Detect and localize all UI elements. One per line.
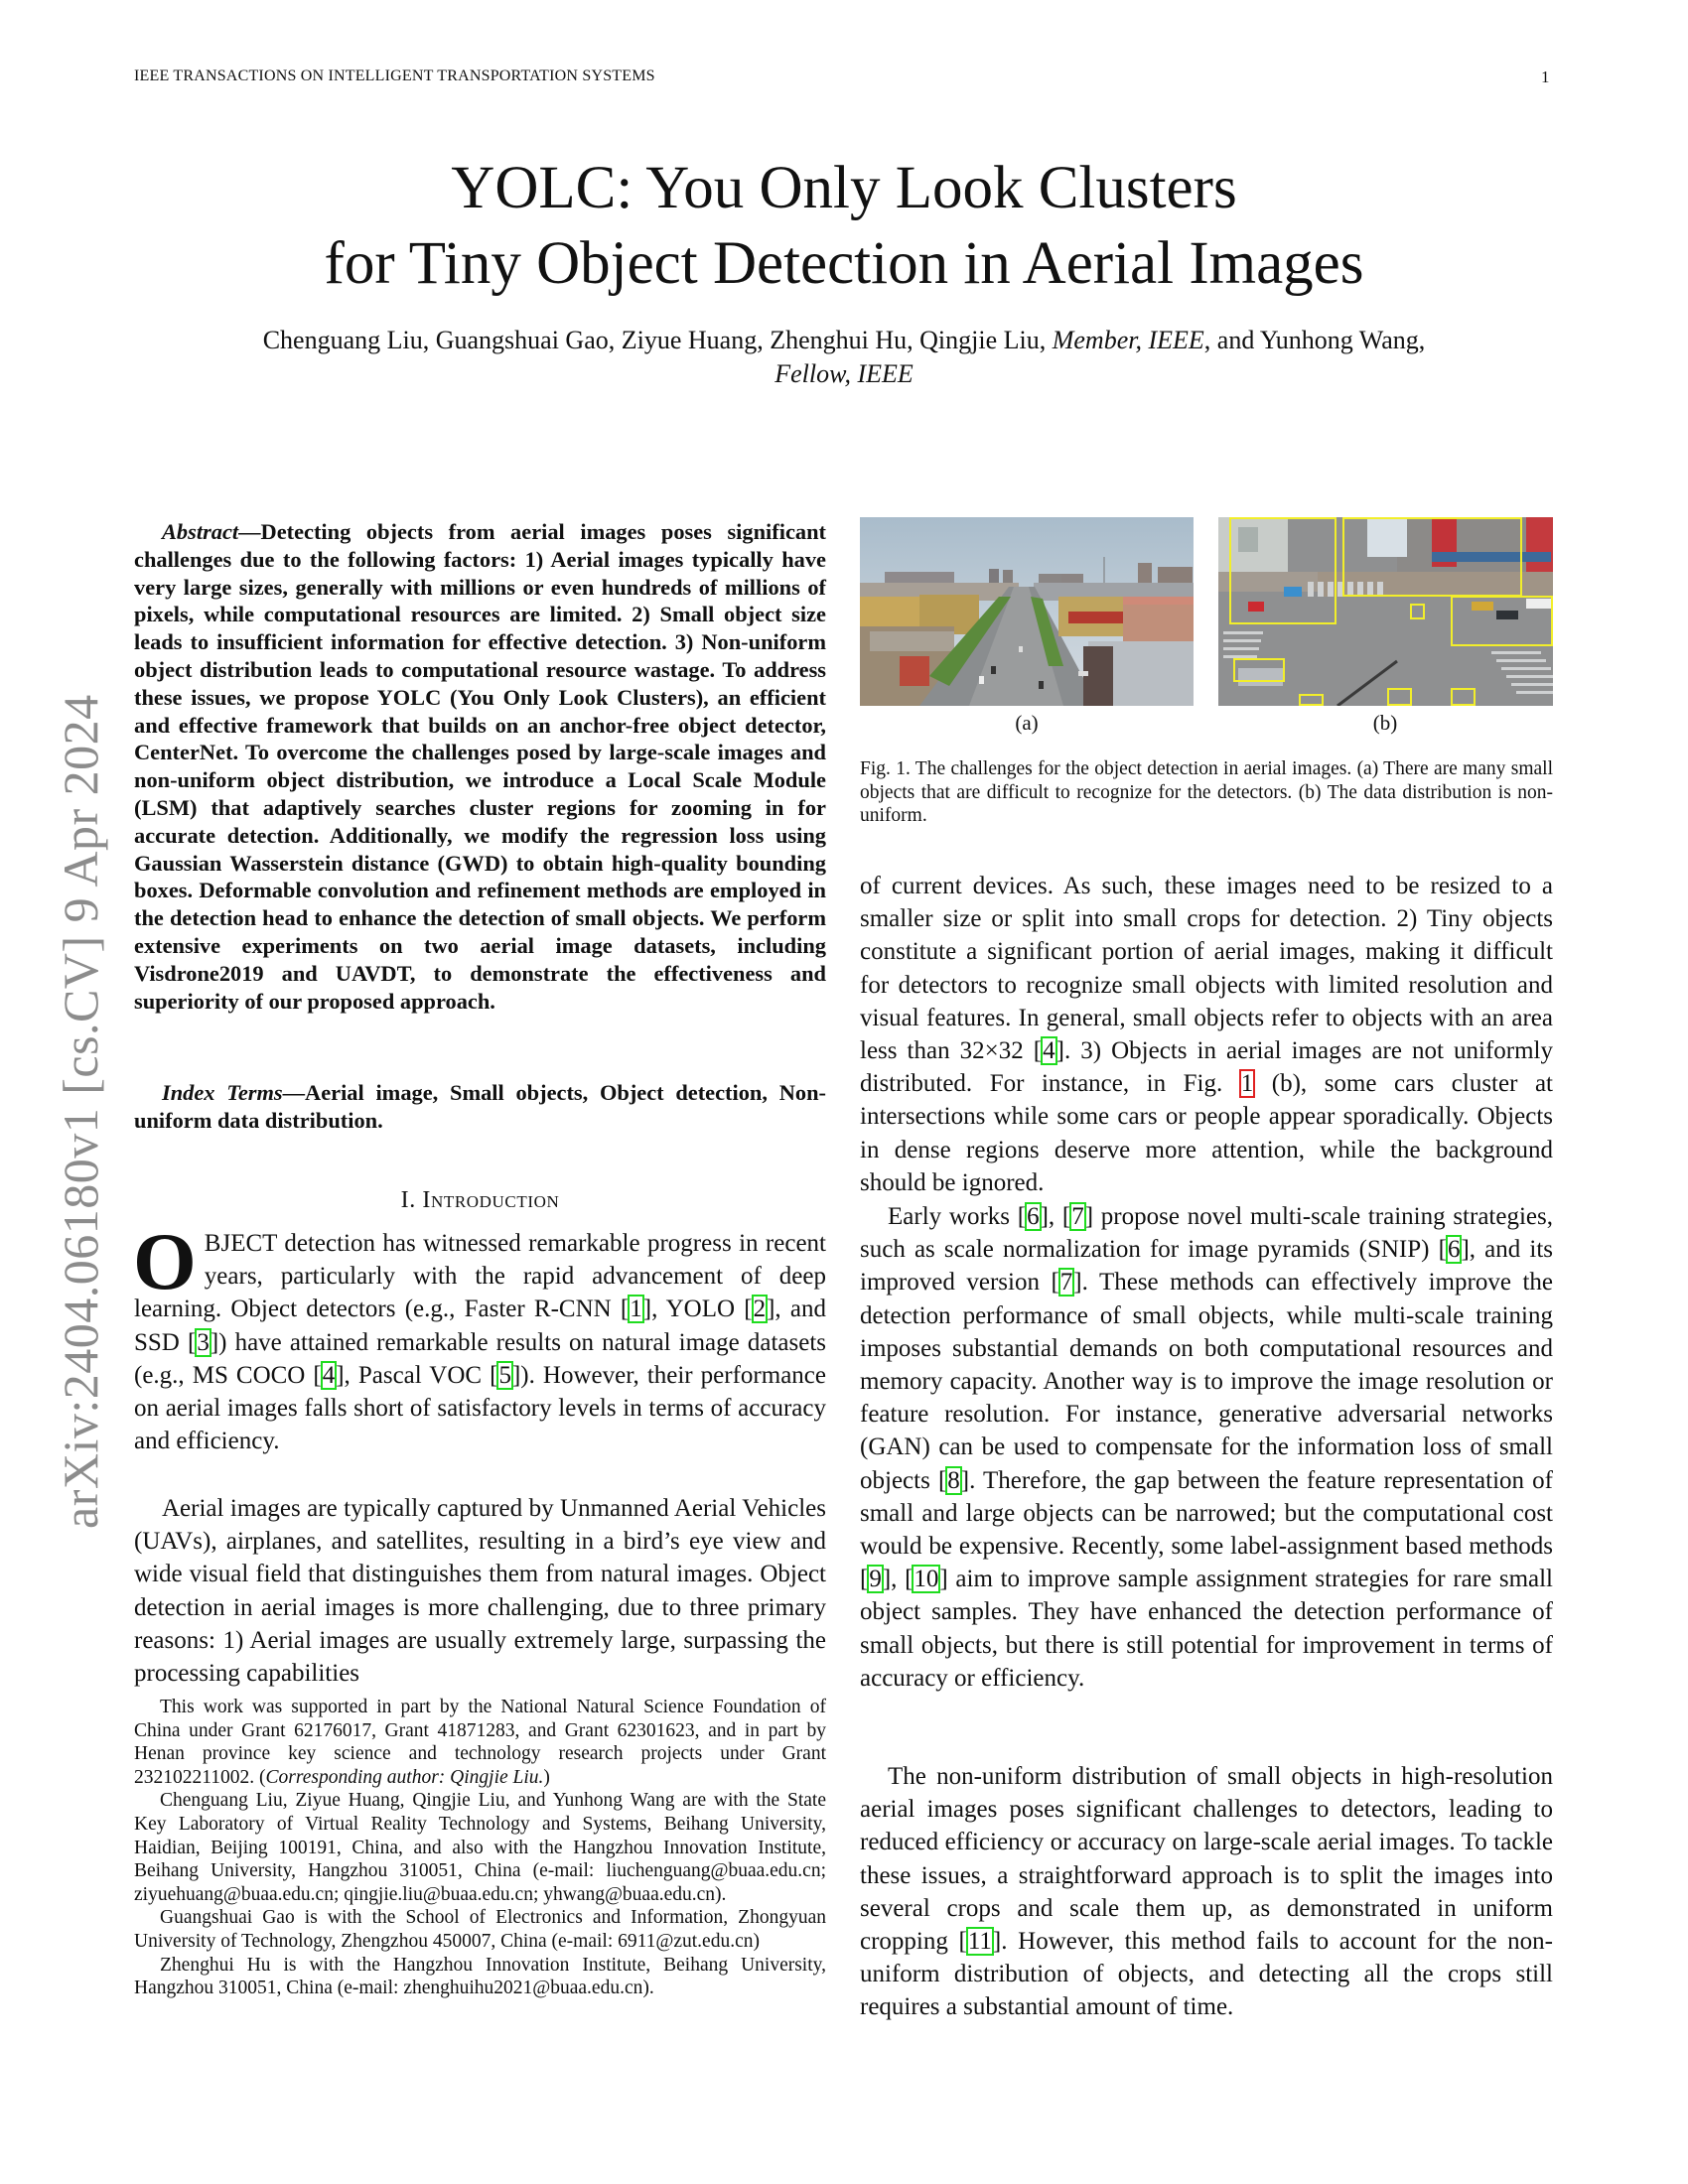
aerial-street-image [860, 517, 1194, 706]
footnote-affiliation-2: Guangshuai Gao is with the School of Electronics and Information, Zhongyuan University of Technology, Zhengzhou 450007, China (e-mail: 6911@zut.edu.cn) [134, 1907, 826, 1952]
paper-title [0, 151, 1688, 302]
text-run: ]) have attained remarkable results on natural image datasets (e.g., MS COCO [ [134, 1328, 826, 1389]
text-run: The non-uniform distribution of small objects in high-resolution aerial images poses significant challenges to detectors, leading to reduced efficiency or accuracy on large-scale aerial images. To tackle these issues, a straightforward approach is to split the images into several crops and scale them up, as demonstrated in uniform cropping [ [860, 1763, 1553, 1956]
citation-link[interactable]: 6 [1447, 1236, 1461, 1264]
right-paragraph-2 [860, 1200, 1553, 1695]
text-run: ]. However, this method fails to account for the non-uniform distribution of objects, and detecting all the crops still requires a substantial amount of time. [860, 1928, 1553, 2021]
citation-link[interactable]: 9 [869, 1566, 882, 1593]
arxiv-stamp: arXiv:2404.06180v1 [cs.CV] 9 Apr 2024 [53, 694, 108, 1529]
corresponding-author: Corresponding author: Qingjie Liu. [265, 1766, 544, 1788]
footnote-funding [134, 1696, 826, 1789]
citation-link[interactable]: 8 [947, 1466, 960, 1494]
author-list [134, 324, 1554, 391]
title-line-1: YOLC: You Only Look Clusters [451, 155, 1237, 221]
detection-box [1299, 694, 1324, 706]
text-run: BJECT detection has witnessed remarkable progress in recent years, particularly with the rapid advancement of deep learning. Object detectors (e.g., Faster R-CNN [ [134, 1230, 826, 1323]
figure-1b-intersection-aerial [1218, 517, 1553, 706]
figure-1a-label: (a) [1015, 711, 1039, 735]
figure-reference-link[interactable]: 1 [1240, 1070, 1254, 1098]
index-terms [134, 1079, 826, 1135]
drop-cap: O [133, 1216, 197, 1306]
text-run: ) [543, 1766, 550, 1788]
text-run: This work was supported in part by the National Natural Science Foundation of China under Grant 62176017, Grant 41871283, and Grant 62301623, and in part by Henan province key science and technology research projects under Grant 232102211002. ( [134, 1697, 826, 1788]
right-paragraph-1 [860, 870, 1553, 1199]
text-run: (b), some cars cluster at intersections while some cars or people appear sporadically. Objects in dense regions deserve more attention, while the background should be ignored. [860, 1070, 1553, 1196]
text-run: ] aim to improve sample assignment strategies for rare small object samples. They have enhanced the detection performance of small objects, but there is still potential for improvement in terms of accuracy or efficiency. [860, 1566, 1554, 1692]
citation-link[interactable]: 4 [1043, 1037, 1055, 1065]
citation-link[interactable]: 10 [914, 1566, 939, 1593]
section-number: I. [400, 1187, 423, 1213]
text-run: ], [ [1040, 1203, 1071, 1230]
section-title: Introduction [422, 1187, 560, 1213]
detection-box [1451, 688, 1476, 706]
citation-link[interactable]: 4 [322, 1361, 336, 1389]
text-run: of current devices. As such, these images need to be resized to a smaller size or split into small crops for detection. 2) Tiny objects constitute a significant portion of aerial images, making it difficult for detectors to recognize small objects with limited resolution and visual features. In general, small objects refer to objects with an area less than 32×32 [ [860, 873, 1553, 1065]
abstract-text: —Detecting objects from aerial images poses significant challenges due to the following factors: 1) Aerial images typically have very large sizes, generally with millions or even hundreds of millions of pixels, while computational resources are limited. 2) Small object size leads to insufficient information for effective detection. 3) Non-uniform object distribution leads to computational resource wastage. To address these issues, we propose YOLC (You Only Look Clusters), an efficient and effective framework that builds on an anchor-free object detector, CenterNet. To overcome the challenges posed by large-scale images and non-uniform object distribution, we introduce a Local Scale Module (LSM) that adaptively searches cluster regions for zooming in for accurate detection. Additionally, we modify the regression loss using Gaussian Wasserstein distance (GWD) to obtain high-quality bounding boxes. Deformable convolution and refinement methods are employed in the detection head to enhance the detection of small objects. We perform extensive experiments on two aerial image datasets, including Visdrone2019 and UAVDT, to demonstrate the effectiveness and superiority of our proposed approach. [134, 519, 826, 1014]
text-run: ], Pascal VOC [ [336, 1361, 498, 1389]
detection-box [1410, 604, 1425, 619]
right-paragraph-3 [860, 1760, 1553, 2024]
author-names: Chenguang Liu, Guangshuai Gao, Ziyue Huang, Zhenghui Hu, Qingjie Liu, [262, 326, 1053, 354]
detection-box [1342, 517, 1522, 597]
intro-paragraph-2: Aerial images are typically captured by Unmanned Aerial Vehicles (UAVs), airplanes, and satellites, resulting in a bird’s eye view and wide visual field that distinguishes them from natural images. Object detection in aerial images is more challenging, due to three primary reasons: 1) Aerial images are usually extremely large, surpassing the processing capabilities [134, 1495, 826, 1688]
abstract-label: Abstract [162, 519, 239, 544]
fellow-note: Fellow, IEEE [774, 359, 914, 388]
index-terms-text: —Aerial image, Small objects, Object detection, Non-uniform data distribution. [134, 1080, 826, 1133]
citation-link[interactable]: 3 [197, 1328, 210, 1356]
page-number: 1 [1541, 68, 1550, 86]
detection-box [1229, 517, 1336, 624]
title-line-2: for Tiny Object Detection in Aerial Images [324, 230, 1364, 297]
citation-link[interactable]: 2 [753, 1296, 767, 1323]
citation-link[interactable]: 7 [1059, 1269, 1073, 1297]
footnote-affiliation-1: Chenguang Liu, Ziyue Huang, Qingjie Liu, and Yunhong Wang are with the State Key Laboratory of Virtual Reality Technology and Systems, Beihang University, Haidian, Beijing 100191, China, and also with the Hangzhou Innovation Institute, Beihang University, Hangzhou 310051, China (e-mail: liuchenguang@buaa.edu.cn; ziyuehuang@buaa.edu.cn; qingjie.liu@buaa.edu.cn; yhwang@buaa.edu.cn). [134, 1790, 826, 1905]
text-run: Early works [ [888, 1203, 1027, 1230]
figure-1a-street-aerial [860, 517, 1194, 706]
text-run: ], and its improved version [ [860, 1236, 1553, 1297]
member-note: Member, IEEE [1052, 326, 1204, 354]
text-run: ], and SSD [ [134, 1296, 827, 1356]
footnotes [134, 1696, 826, 2000]
section-heading-introduction [134, 1187, 826, 1214]
footnote-affiliation-3: Zhenghui Hu is with the Hangzhou Innovation Institute, Beihang University, Hangzhou 310051, China (e-mail: zhenghuihu2021@buaa.edu.cn). [134, 1954, 826, 1999]
citation-link[interactable]: 11 [967, 1928, 992, 1956]
figure-1b-label: (b) [1372, 711, 1398, 735]
author-names-last: , and Yunhong Wang, [1203, 326, 1426, 354]
intro-paragraph-1 [133, 1216, 827, 1457]
running-head: IEEE TRANSACTIONS ON INTELLIGENT TRANSPORTATION SYSTEMS [134, 68, 655, 84]
text-run: ] propose novel multi-scale training strategies, such as scale normalization for image pyramids (SNIP) [ [860, 1203, 1553, 1264]
detection-box [1387, 688, 1412, 706]
citation-link[interactable]: 1 [630, 1296, 642, 1323]
text-run: ]. 3) Objects in aerial images are not uniformly distributed. For instance, in Fig. [860, 1037, 1554, 1098]
text-run: ], [ [882, 1566, 914, 1593]
text-run: ], YOLO [ [642, 1296, 753, 1323]
citation-link[interactable]: 6 [1027, 1203, 1040, 1230]
detection-box [1233, 658, 1285, 682]
figure-1-caption: Fig. 1. The challenges for the object detection in aerial images. (a) There are many small objects that are difficult to recognize for the detectors. (b) The data distribution is non-uniform. [860, 758, 1553, 827]
citation-link[interactable]: 7 [1071, 1203, 1084, 1230]
abstract [134, 518, 826, 1015]
index-terms-label: Index Terms [162, 1080, 283, 1105]
detection-box [1451, 596, 1553, 646]
citation-link[interactable]: 5 [498, 1361, 511, 1389]
text-run: ]). However, their performance on aerial images falls short of satisfactory levels in terms of accuracy and efficiency. [134, 1361, 826, 1455]
text-run: ]. Therefore, the gap between the feature representation of small and large objects can be narrowed; but the computational cost would be expensive. Recently, some label-assignment based methods [ [860, 1466, 1553, 1593]
text-run: ]. These methods can effectively improve the detection performance of small objects, while multi-scale training imposes substantial demands on both computational resources and memory capacity. Another way is to improve the image resolution or feature resolution. For instance, generative adversarial networks (GAN) can be used to compensate for the information loss of small objects [ [860, 1269, 1553, 1494]
